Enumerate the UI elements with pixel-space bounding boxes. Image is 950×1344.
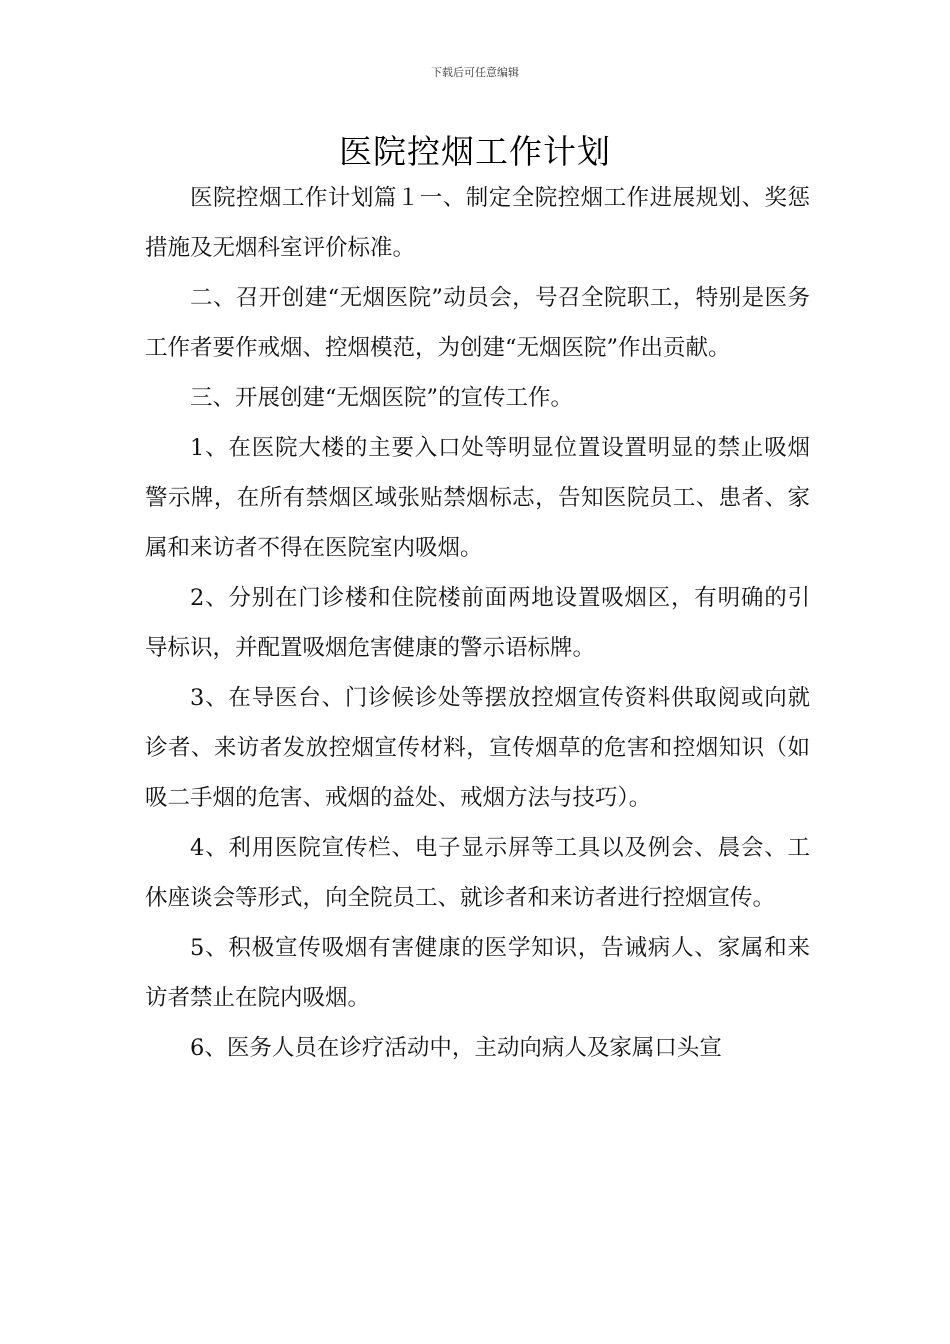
paragraph-item-4: 4、利用医院宣传栏、电子显示屏等工具以及例会、晨会、工休座谈会等形式，向全院员工、就诊者和来访者进行控烟宣传。 bbox=[145, 835, 810, 911]
document-title: 医院控烟工作计划 bbox=[339, 132, 611, 171]
paragraph-item-1: 1、在医院大楼的主要入口处等明显位置设置明显的禁止吸烟警示牌，在所有禁烟区域张贴禁烟标志，告知医院员工、患者、家属和来访者不得在医院室内吸烟。 bbox=[145, 435, 810, 561]
paragraph-item-6: 6、医务人员在诊疗活动中，主动向病人及家属口头宣 bbox=[190, 1035, 722, 1061]
download-note: 下载后可任意编辑 bbox=[431, 66, 519, 79]
paragraph-mobilization: 二、召开创建“无烟医院”动员会，号召全院职工，特别是医务工作者要作戒烟、控烟模范，为创建“无烟医院”作出贡献。 bbox=[145, 285, 810, 361]
paragraph-item-5: 5、积极宣传吸烟有害健康的医学知识，告诫病人、家属和来访者禁止在院内吸烟。 bbox=[145, 935, 810, 1011]
paragraph-item-2: 2、分别在门诊楼和住院楼前面两地设置吸烟区，有明确的引导标识，并配置吸烟危害健康的警示语标牌。 bbox=[145, 585, 810, 661]
paragraph-intro: 医院控烟工作计划篇１一、制定全院控烟工作进展规划、奖惩措施及无烟科室评价标准。 bbox=[145, 185, 810, 261]
paragraph-item-3: 3、在导医台、门诊候诊处等摆放控烟宣传资料供取阅或向就诊者、来访者发放控烟宣传材料，宣传烟草的危害和控烟知识（如吸二手烟的危害、戒烟的益处、戒烟方法与技巧）。 bbox=[145, 685, 810, 811]
paragraph-publicity: 三、开展创建“无烟医院”的宣传工作。 bbox=[190, 385, 574, 411]
document-body bbox=[145, 173, 810, 1073]
